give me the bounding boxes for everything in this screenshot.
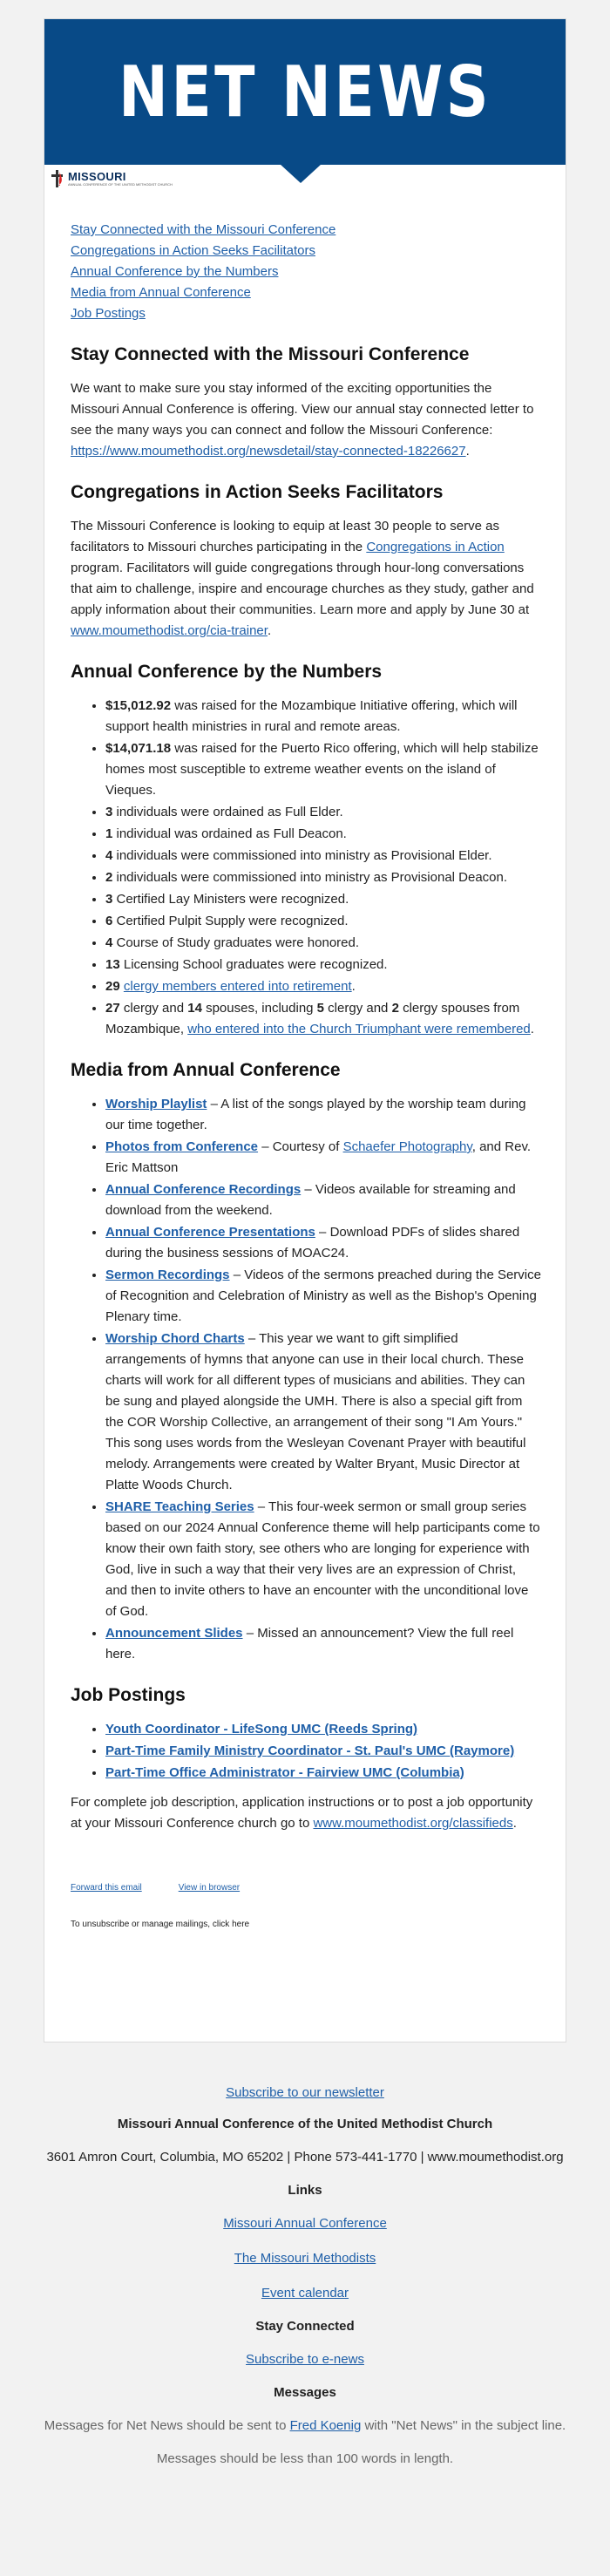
toc-link-numbers[interactable]: Annual Conference by the Numbers (71, 264, 279, 279)
jobs-list (71, 1719, 541, 1784)
subscribe-enews-link[interactable]: Subscribe to e-news (246, 2352, 364, 2367)
links-heading: Links (288, 2183, 322, 2198)
newsletter-content (71, 220, 541, 1935)
logo-name: MISSOURI (68, 170, 126, 183)
section-title-congregations: Congregations in Action Seeks Facilitators (71, 482, 444, 502)
event-calendar-link[interactable]: Event calendar (261, 2286, 349, 2301)
list-item: • 13 Licensing School graduates were recognized. (105, 955, 541, 975)
congregations-text (71, 516, 541, 642)
section-title-media: Media from Annual Conference (71, 1060, 341, 1080)
newsletter-title: NET NEWS (119, 51, 491, 133)
cia-trainer-link[interactable]: www.moumethodist.org/cia-trainer (71, 623, 268, 638)
header-banner (44, 19, 566, 165)
table-of-contents (71, 220, 541, 324)
messages-text: Messages for Net News should be sent to Fred Koenig with "Net News" in the subject line. (44, 2418, 566, 2433)
list-item: • 29 clergy members entered into retirement. (105, 976, 541, 997)
schaefer-photography-link[interactable]: Schaefer Photography (342, 1139, 472, 1154)
section-title-jobs: Job Postings (71, 1685, 186, 1705)
job-link-family-ministry[interactable]: Part-Time Family Ministry Coordinator - St. Paul's UMC (Raymore) (105, 1743, 515, 1758)
retirement-link[interactable]: clergy members entered into retirement (123, 979, 352, 994)
cross-flame-icon (50, 168, 65, 189)
list-item: • Sermon Recordings – Videos of the sermons preached during the Service of Recognition and Celebration of Ministry as well as the Bishop's Opening Plenary time. (105, 1265, 541, 1328)
cia-body-1: The Missouri Conference is looking to equip at least 30 people to serve as facilitators to Missouri churches participating in the (71, 519, 499, 554)
list-item: • 4 individuals were commissioned into ministry as Provisional Elder. (105, 846, 541, 867)
missouri-logo (50, 167, 173, 190)
list-item (105, 1719, 541, 1740)
org-name: Missouri Annual Conference of the United Methodist Church (117, 2117, 493, 2131)
card-footer-links (71, 1878, 541, 1899)
list-item (105, 1741, 541, 1762)
stay-connected-link[interactable]: https://www.moumethodist.org/newsdetail/stay-connected-18226627 (71, 444, 466, 459)
list-item: • 3 Certified Lay Ministers were recognized. (105, 889, 541, 910)
banner-notch (280, 164, 322, 183)
missouri-annual-conference-link[interactable]: Missouri Annual Conference (223, 2216, 387, 2231)
list-item: • 6 Certified Pulpit Supply were recognized. (105, 911, 541, 932)
list-item: • 3 individuals were ordained as Full Elder. (105, 802, 541, 823)
messages-heading: Messages (274, 2385, 336, 2400)
list-item: • 2 individuals were commissioned into ministry as Provisional Deacon. (105, 867, 541, 888)
church-triumphant-link[interactable]: who entered into the Church Triumphant were remembered (187, 1022, 531, 1037)
list-item: • Photos from Conference – Courtesy of Schaefer Photography, and Rev. Eric Mattson (105, 1137, 541, 1179)
cia-end: . (267, 623, 272, 638)
list-item: • 1 individual was ordained as Full Deacon. (105, 824, 541, 845)
media-list (71, 1094, 541, 1665)
list-item: • Worship Playlist – A list of the songs played by the worship team during our time together. (105, 1094, 541, 1136)
forward-email-link[interactable]: Forward this email (71, 1883, 142, 1893)
newsletter-card (44, 18, 566, 2042)
stay-body: We want to make sure you stay informed of the exciting opportunities the Missouri Annual Conference is offering. View our annual stay connected letter to see the many ways you can connect and follow the Missouri Conference: (71, 381, 534, 438)
worship-chord-charts-link[interactable]: Worship Chord Charts (105, 1331, 245, 1346)
page-footer (26, 2083, 584, 2470)
messages-length-text: Messages should be less than 100 words in length. (156, 2451, 454, 2466)
photos-link[interactable]: Photos from Conference (105, 1139, 259, 1154)
list-item: • Announcement Slides – Missed an announcement? View the full reel here. (105, 1623, 541, 1665)
section-title-stay-connected: Stay Connected with the Missouri Conference (71, 344, 470, 364)
list-item: • Annual Conference Presentations – Download PDFs of slides shared during the business sessions of MOAC24. (105, 1222, 541, 1264)
conference-recordings-link[interactable]: Annual Conference Recordings (105, 1182, 302, 1197)
congregations-in-action-link[interactable]: Congregations in Action (366, 540, 505, 554)
stay-connected-text (71, 378, 541, 462)
list-item: • $14,071.18 was raised for the Puerto Rico offering, which will help stabilize homes most susceptible to extreme weather events on the island of Vieques. (105, 738, 541, 801)
classifieds-link[interactable]: www.moumethodist.org/classifieds (313, 1816, 513, 1831)
numbers-list (71, 696, 541, 1040)
section-title-numbers: Annual Conference by the Numbers (71, 662, 383, 682)
stay-end: . (465, 444, 470, 459)
logo-subtitle: ANNUAL CONFERENCE OF THE UNITED METHODIST CHURCH (68, 182, 173, 187)
list-item: • $15,012.92 was raised for the Mozambique Initiative offering, which will support health ministries in rural and remote areas. (105, 696, 541, 737)
announcement-slides-link[interactable]: Announcement Slides (105, 1626, 243, 1641)
list-item: • Worship Chord Charts – This year we want to gift simplified arrangements of hymns that anyone can use in their local church. These charts will work for all different types of musicians and abilities. They can be sung and played alongside the UMH. There is also a special gift from the COR Worship Collective, an arrangement of their song "I Am Yours." This song uses words from the Wesleyan Covenant Prayer with beautiful melody. Arrangements were created by Walter Bryant, Music Director at Platte Woods Church. (105, 1329, 541, 1496)
toc-link-media[interactable]: Media from Annual Conference (71, 285, 251, 300)
cia-body-2: program. Facilitators will guide congregations through hour-long conversations that aim to challenge, inspire and encourage churches as they study, gather and apply information about their communities. Learn more and apply by June 30 at (71, 561, 534, 617)
list-item: • SHARE Teaching Series – This four-week sermon or small group series based on our 2024 Annual Conference theme will help participants come to know their own faith story, see others who are longing for experience with God, live in such a way that their very lives are an expression of Christ, and then to invite others to have an encounter with the unconditional love of God. (105, 1497, 541, 1622)
job-link-youth-coordinator[interactable]: Youth Coordinator - LifeSong UMC (Reeds Spring) (105, 1722, 418, 1737)
toc-link-congregations[interactable]: Congregations in Action Seeks Facilitators (71, 243, 315, 258)
toc-link-jobs[interactable]: Job Postings (71, 306, 146, 321)
list-item: • 4 Course of Study graduates were honored. (105, 933, 541, 954)
subscribe-newsletter-link[interactable]: Subscribe to our newsletter (226, 2085, 384, 2100)
toc-link-stay-connected[interactable]: Stay Connected with the Missouri Conference (71, 222, 336, 237)
missouri-methodists-link[interactable]: The Missouri Methodists (234, 2251, 376, 2266)
org-address: 3601 Amron Court, Columbia, MO 65202 | Phone 573-441-1770 | www.moumethodist.org (46, 2150, 564, 2165)
stay-connected-heading: Stay Connected (255, 2319, 355, 2334)
list-item (105, 1763, 541, 1784)
list-item: • Annual Conference Recordings – Videos available for streaming and download from the weekend. (105, 1179, 541, 1221)
fred-koenig-link[interactable]: Fred Koenig (289, 2418, 362, 2433)
worship-playlist-link[interactable]: Worship Playlist (105, 1097, 207, 1111)
share-teaching-series-link[interactable]: SHARE Teaching Series (105, 1499, 254, 1514)
conference-presentations-link[interactable]: Annual Conference Presentations (105, 1225, 315, 1240)
job-link-office-admin[interactable]: Part-Time Office Administrator - Fairview UMC (Columbia) (105, 1765, 464, 1780)
sermon-recordings-link[interactable]: Sermon Recordings (105, 1268, 230, 1282)
list-item: • 27 clergy and 14 spouses, including 5 clergy and 2 clergy spouses from Mozambique, who entered into the Church Triumphant were remembered. (105, 998, 541, 1040)
view-in-browser-link[interactable]: View in browser (178, 1883, 241, 1893)
jobs-text: For complete job description, application instructions or to post a job opportunity at your Missouri Conference church go to www.moumethodist.org/classifieds. (71, 1795, 533, 1831)
unsubscribe-text[interactable]: To unsubscribe or manage mailings, click here (71, 1920, 250, 1929)
